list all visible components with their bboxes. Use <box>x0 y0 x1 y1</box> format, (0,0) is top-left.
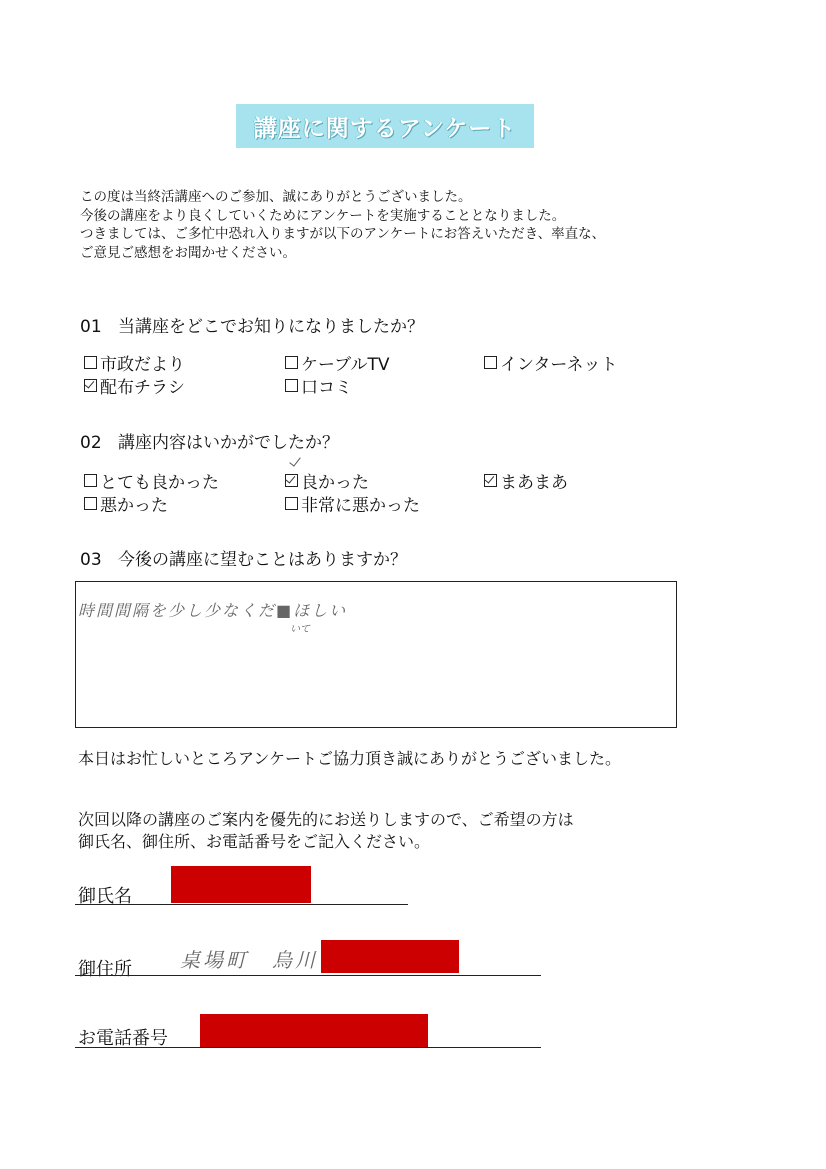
q1-option-flyer[interactable] <box>84 373 185 398</box>
q1-option-internet[interactable] <box>484 350 617 375</box>
checkbox-checked[interactable] <box>84 379 97 392</box>
checkbox[interactable] <box>84 474 97 487</box>
intro-paragraph <box>80 188 605 262</box>
question-3 <box>80 545 407 570</box>
handwritten-insert: いて <box>290 624 310 635</box>
question-2 <box>80 428 339 453</box>
intro-line: ご意見ご感想をお聞かせください。 <box>80 244 296 261</box>
intro-line: つきましては、ご多忙中恐れ入りますが以下のアンケートにお答えいただき、率直な、 <box>80 226 606 242</box>
checkbox[interactable] <box>84 497 97 510</box>
handwritten-answer: 時間間隔を少し少なくだ■ほしい <box>78 601 348 620</box>
question-number: 02 <box>80 433 102 453</box>
question-text: 講座内容はいかがでしたか？ <box>118 433 339 453</box>
intro-line: 今後の講座をより良くしていくためにアンケートを実施することとなりました。 <box>80 207 566 224</box>
page-title: 講座に関するアンケート <box>253 115 517 142</box>
checkbox[interactable] <box>84 356 97 369</box>
option-label: 良かった <box>301 473 369 493</box>
option-label: 悪かった <box>100 496 168 516</box>
notice-line: 次回以降の講座のご案内を優先的にお送りしますので、ご希望の方は <box>78 810 574 829</box>
address-label: 御住所 <box>78 959 132 980</box>
notice-line: 御氏名、御住所、お電話番号をご記入ください。 <box>78 832 431 851</box>
option-label: ケーブルTV <box>301 355 390 375</box>
handwritten-address: 桌場町 烏川 <box>180 948 318 972</box>
question-1 <box>80 312 424 337</box>
q2-option-very-bad[interactable] <box>285 491 420 516</box>
q2-option-bad[interactable] <box>84 491 168 516</box>
option-label: インターネット <box>500 355 618 375</box>
question-number: 03 <box>80 550 102 570</box>
checkbox-checked[interactable] <box>285 474 298 487</box>
redaction-name <box>171 866 311 903</box>
q1-option-shisei[interactable] <box>84 350 185 375</box>
address-underline[interactable] <box>75 975 541 976</box>
phone-label: お電話番号 <box>78 1028 168 1049</box>
q1-option-word-of-mouth[interactable] <box>285 373 352 398</box>
option-label: 非常に悪かった <box>301 496 420 516</box>
option-label: とても良かった <box>100 473 219 493</box>
option-label: まあまあ <box>500 473 568 493</box>
question-number: 01 <box>80 317 102 337</box>
phone-underline[interactable] <box>75 1047 541 1048</box>
q2-option-good[interactable] <box>285 468 369 493</box>
redaction-address <box>321 940 459 973</box>
option-label: 口コミ <box>301 378 352 398</box>
title-banner <box>236 104 534 148</box>
checkbox[interactable] <box>285 356 298 369</box>
name-label: 御氏名 <box>78 886 132 907</box>
name-underline[interactable] <box>75 904 408 905</box>
intro-line: この度は当終活講座へのご参加、誠にありがとうございました。 <box>80 189 472 205</box>
checkbox[interactable] <box>285 379 298 392</box>
thanks-text: 本日はお忙しいところアンケートご協力頂き誠にありがとうございました。 <box>78 749 622 768</box>
redaction-phone <box>200 1014 428 1047</box>
option-label: 市政だより <box>100 355 185 375</box>
checkbox[interactable] <box>484 356 497 369</box>
q2-option-so-so[interactable] <box>484 468 568 493</box>
q2-option-very-good[interactable] <box>84 468 219 493</box>
option-label: 配布チラシ <box>100 378 185 398</box>
checkbox-checked[interactable] <box>484 474 497 487</box>
question-text: 今後の講座に望むことはありますか？ <box>118 550 407 570</box>
question-text: 当講座をどこでお知りになりましたか？ <box>118 317 424 337</box>
checkbox[interactable] <box>285 497 298 510</box>
q1-option-cable-tv[interactable] <box>285 350 389 375</box>
handwritten-check-mark <box>289 454 301 466</box>
